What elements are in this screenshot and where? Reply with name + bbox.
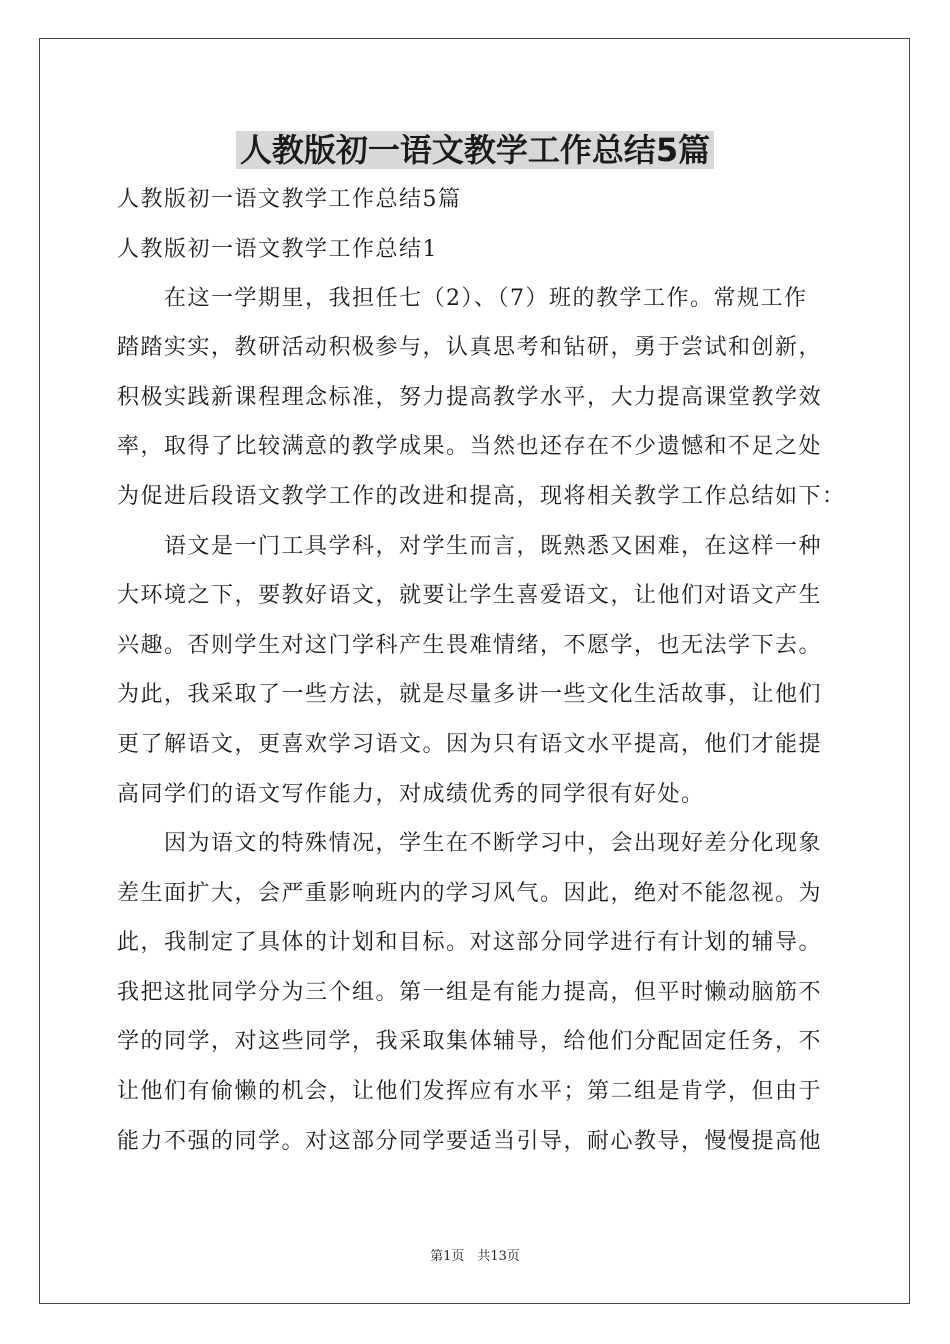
body-line: 学的同学，对这些同学，我采取集体辅导，给他们分配固定任务，不 (117, 1029, 823, 1054)
body-line: 我把这批同学分为三个组。第一组是有能力提高，但平时懒动脑筋不 (117, 980, 823, 1005)
body-line: 积极实践新课程理念标准，努力提高教学水平，大力提高课堂教学效 (117, 385, 823, 410)
body-line: 踏踏实实，教研活动积极参与，认真思考和钻研，勇于尝试和创新， (117, 335, 823, 360)
body-line: 因为语文的特殊情况，学生在不断学习中，会出现好差分化现象 (117, 831, 823, 856)
page-footer: 第1页 共13页 (430, 1249, 520, 1264)
document-title (0, 128, 950, 172)
body-line: 兴趣。否则学生对这门学科产生畏难情绪，不愿学，也无法学下去。 (117, 633, 823, 658)
section-heading: 人教版初一语文教学工作总结1 (117, 237, 438, 262)
body-line: 语文是一门工具学科，对学生而言，既熟悉又困难，在这样一种 (117, 534, 823, 559)
document-title-text: 人教版初一语文教学工作总结5篇 (236, 131, 714, 169)
body-line: 为此，我采取了一些方法，就是尽量多讲一些文化生活故事，让他们 (117, 682, 823, 707)
body-line: 大环境之下，要教好语文，就要让学生喜爱语文，让他们对语文产生 (117, 583, 823, 608)
page-border (39, 38, 910, 1304)
body-line: 能力不强的同学。对这部分同学要适当引导，耐心教导，慢慢提高他 (117, 1129, 823, 1154)
body-line: 在这一学期里，我担任七（2）、（7）班的教学工作。常规工作 (117, 286, 808, 311)
body-line: 此，我制定了具体的计划和目标。对这部分同学进行有计划的辅导。 (117, 930, 823, 955)
body-line: 更了解语文，更喜欢学习语文。因为只有语文水平提高，他们才能提 (117, 732, 823, 757)
body-line: 让他们有偷懒的机会，让他们发挥应有水平；第二组是肯学，但由于 (117, 1079, 823, 1104)
body-line: 率，取得了比较满意的教学成果。当然也还存在不少遗憾和不足之处 (117, 434, 823, 459)
body-line: 高同学们的语文写作能力，对成绩优秀的同学很有好处。 (117, 782, 705, 807)
document-subtitle: 人教版初一语文教学工作总结5篇 (117, 187, 462, 212)
body-line: 为促进后段语文教学工作的改进和提高，现将相关教学工作总结如下： (117, 484, 846, 509)
body-line: 差生面扩大，会严重影响班内的学习风气。因此，绝对不能忽视。为 (117, 881, 823, 906)
